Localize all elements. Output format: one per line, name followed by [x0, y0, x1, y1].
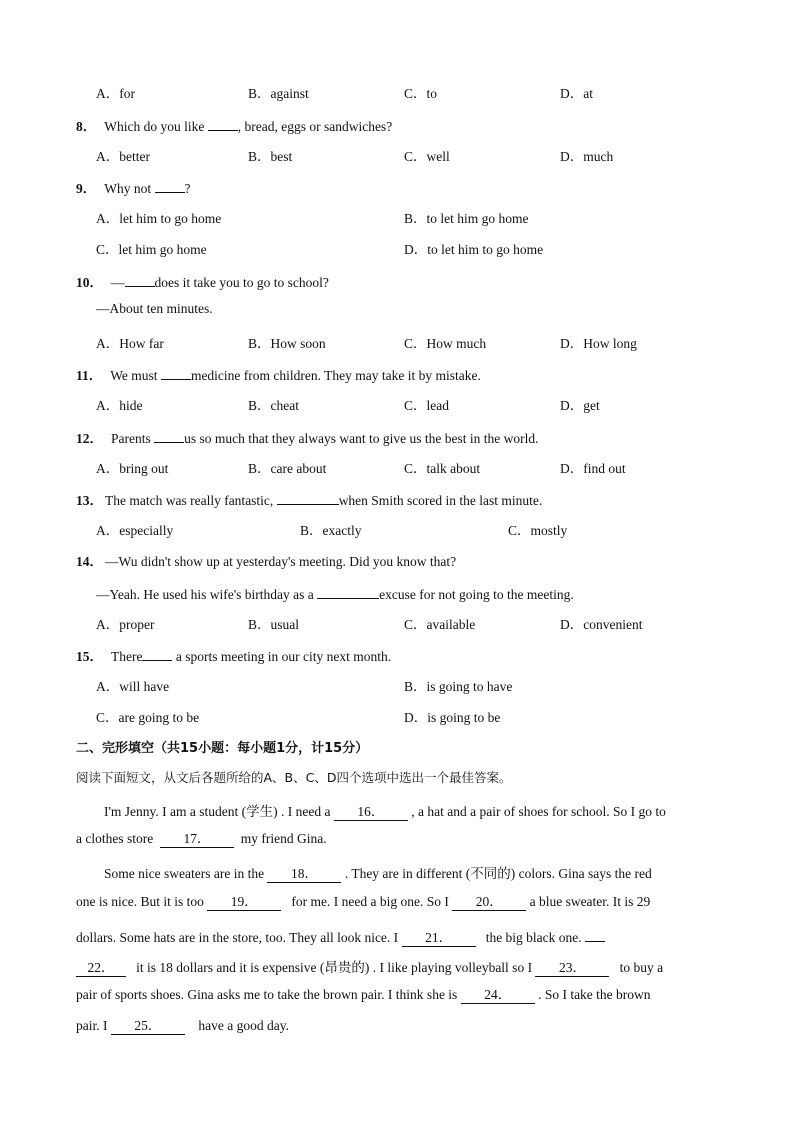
option-c: C．let him go home: [96, 242, 207, 257]
stem-text: Parents: [111, 431, 151, 446]
question-stem: [76, 426, 538, 447]
passage-line: [76, 831, 716, 848]
stem-text: The match was really fantastic,: [105, 493, 274, 508]
question-stem: [76, 363, 481, 384]
stem-text: , bread, eggs or sandwiches?: [237, 119, 393, 134]
passage-text: , a hat and a pair of shoes for school. So I go to: [411, 804, 666, 819]
option-d: D．get: [560, 398, 600, 413]
option-b: B．against: [248, 86, 309, 101]
passage-line: [76, 1018, 716, 1035]
blank-18: 18．: [267, 866, 341, 883]
blank-23: 23．: [535, 960, 609, 977]
stem-text: when Smith scored in the last minute.: [338, 493, 543, 508]
option-c: C．well: [404, 149, 450, 164]
option-a: A．proper: [96, 617, 155, 632]
question-number: 12．: [76, 431, 103, 446]
option-b: B．cheat: [248, 398, 299, 413]
stem-text: Which do you like: [104, 119, 205, 134]
stem-text: —: [111, 275, 125, 290]
option-c: C．available: [404, 617, 476, 632]
passage-text: the big black one.: [485, 930, 582, 945]
option-d: D．at: [560, 86, 593, 101]
passage-line: [76, 956, 716, 977]
option-a: A．bring out: [96, 461, 169, 476]
question-stem: [76, 114, 392, 135]
option-a: A．let him to go home: [96, 211, 222, 226]
stem-text: There: [111, 649, 143, 664]
option-a: A．especially: [96, 523, 174, 538]
question-number: 14．: [76, 554, 103, 569]
passage-text: Some nice sweaters are in the: [104, 866, 265, 881]
question-number: 13．: [76, 493, 103, 508]
option-d: D．to let him to go home: [404, 242, 544, 257]
option-c: C．are going to be: [96, 710, 200, 725]
option-d: D．much: [560, 149, 614, 164]
option-a: A．will have: [96, 679, 170, 694]
question-stem: [76, 550, 456, 570]
answer-blank: [154, 426, 184, 443]
stem-text: us so much that they always want to give us the best in the world.: [184, 431, 539, 446]
answer-blank: [155, 176, 185, 193]
passage-line: [104, 800, 744, 821]
stem-text: We must: [110, 368, 158, 383]
option-c: C．How much: [404, 336, 487, 351]
stem-text: ?: [184, 181, 191, 196]
blank-24: 24．: [461, 987, 535, 1004]
answer-blank: [277, 488, 339, 505]
option-d: D．find out: [560, 461, 626, 476]
option-c: C．talk about: [404, 461, 481, 476]
question-stem: [76, 488, 542, 509]
passage-line: [104, 862, 744, 883]
question-number: 9．: [76, 181, 97, 196]
option-c: C．lead: [404, 398, 449, 413]
option-b: B．exactly: [300, 523, 362, 538]
passage-text: one is nice. But it is too: [76, 894, 204, 909]
blank-16: 16．: [334, 804, 408, 821]
option-d: D．is going to be: [404, 710, 501, 725]
passage-text: have a good day.: [198, 1018, 289, 1033]
blank-25: 25．: [111, 1018, 185, 1035]
question-number: 8．: [76, 119, 97, 134]
dialogue-reply: [96, 582, 574, 603]
option-a: A．How far: [96, 336, 164, 351]
stem-text: Why not: [104, 181, 152, 196]
answer-blank: [161, 363, 191, 380]
option-b: B．care about: [248, 461, 327, 476]
option-b: B．is going to have: [404, 679, 513, 694]
passage-text: dollars. Some hats are in the store, too. They all look nice. I: [76, 930, 399, 945]
passage-text: . So I take the brown: [538, 987, 651, 1002]
option-b: B．best: [248, 149, 293, 164]
option-c: C．mostly: [508, 523, 568, 538]
section-instruction: 阅读下面短文，从文后各题所给的A、B、C、D四个选项中选出一个最佳答案。: [76, 770, 512, 785]
option-b: B．to let him go home: [404, 211, 529, 226]
option-d: D．convenient: [560, 617, 643, 632]
stem-text: excuse for not going to the meeting.: [379, 587, 574, 602]
passage-line: [76, 987, 716, 1004]
passage-text: it is 18 dollars and it is expensive (昂贵的) . I like playing volleyball so I: [136, 960, 533, 975]
passage-text: . They are in different (不同的) colors. Gina says the red: [344, 866, 652, 881]
question-number: 10．: [76, 275, 103, 290]
option-b: B．usual: [248, 617, 300, 632]
answer-blank: [142, 644, 172, 661]
dialogue-reply: —About ten minutes.: [96, 301, 213, 316]
question-stem: [76, 270, 329, 291]
passage-text: I'm Jenny. I am a student (学生) . I need a: [104, 804, 331, 819]
blank-19: 19．: [207, 894, 281, 911]
question-number: 11．: [76, 368, 103, 383]
answer-blank: [317, 582, 379, 599]
stem-text: does it take you to go to school?: [154, 275, 329, 290]
blank-22-start: [585, 925, 605, 942]
passage-text: a clothes store: [76, 831, 154, 846]
passage-text: my friend Gina.: [240, 831, 327, 846]
answer-blank: [125, 270, 155, 287]
passage-text: pair of sports shoes. Gina asks me to take the brown pair. I think she is: [76, 987, 458, 1002]
option-b: B．How soon: [248, 336, 326, 351]
passage-line: [76, 925, 716, 947]
section-heading: 二、完形填空（共15小题：每小题1分，计15分）: [76, 741, 369, 756]
passage-line: [76, 894, 716, 911]
stem-text: medicine from children. They may take it by mistake.: [190, 368, 481, 383]
question-stem: [76, 644, 391, 665]
option-d: D．How long: [560, 336, 637, 351]
stem-text: —Wu didn't show up at yesterday's meeting. Did you know that?: [105, 554, 457, 569]
question-stem: [76, 176, 191, 197]
passage-text: pair. I: [76, 1018, 108, 1033]
blank-17: 17．: [160, 831, 234, 848]
question-number: 15．: [76, 649, 103, 664]
option-c: C．to: [404, 86, 438, 101]
stem-text: a sports meeting in our city next month.: [175, 649, 392, 664]
blank-22: 22．: [76, 960, 126, 977]
option-a: A．better: [96, 149, 150, 164]
answer-blank: [208, 114, 238, 131]
blank-20: 20．: [452, 894, 526, 911]
blank-21: 21．: [402, 930, 476, 947]
stem-text: —Yeah. He used his wife's birthday as a: [96, 587, 314, 602]
option-a: A．for: [96, 86, 135, 101]
passage-text: for me. I need a big one. So I: [291, 894, 449, 909]
option-a: A．hide: [96, 398, 143, 413]
passage-text: to buy a: [619, 960, 664, 975]
passage-text: a blue sweater. It is 29: [529, 894, 651, 909]
